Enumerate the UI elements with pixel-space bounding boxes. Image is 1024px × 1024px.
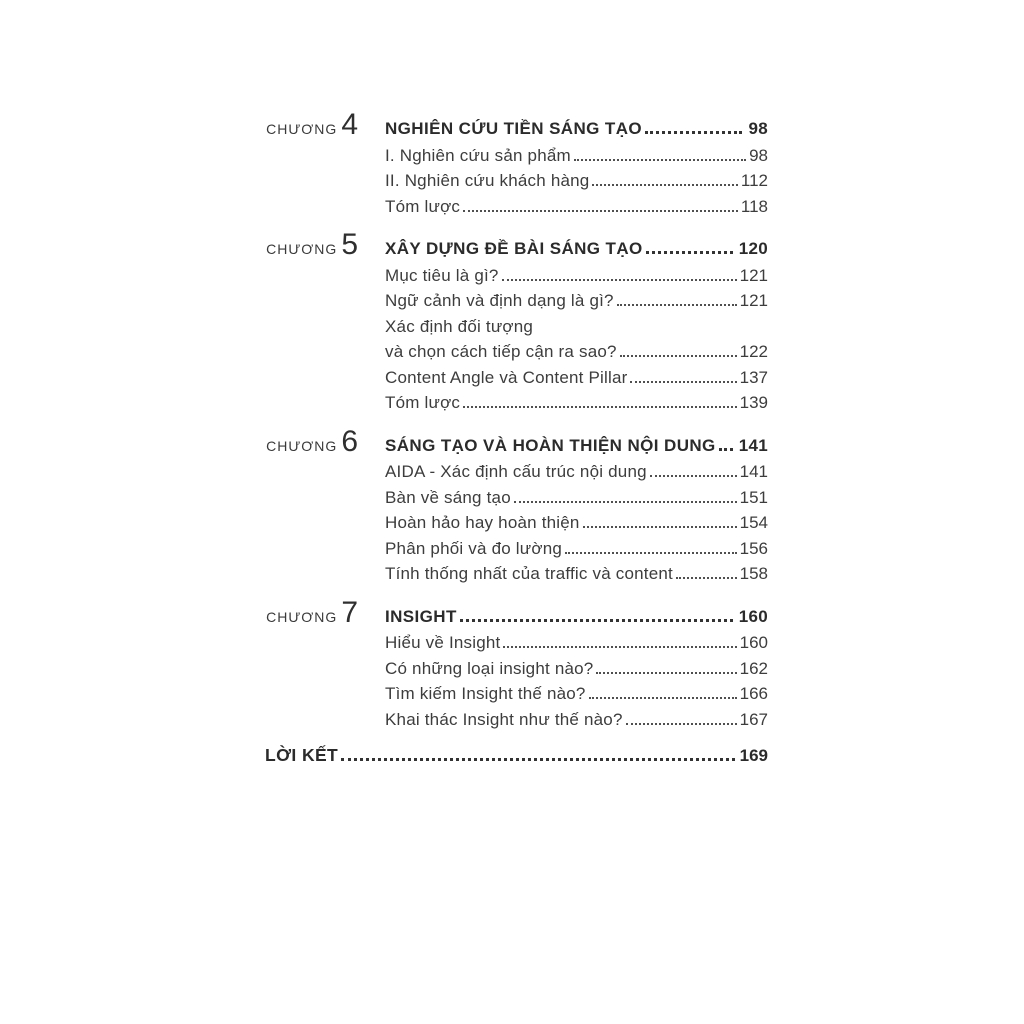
toc-entry-row	[265, 561, 768, 587]
toc-entry-page-number: 162	[739, 658, 768, 678]
toc-entry-row	[265, 314, 768, 340]
toc-entry	[385, 707, 768, 733]
toc-entry-title: II. Nghiên cứu khách hàng	[385, 171, 590, 190]
chapter-title: NGHIÊN CỨU TIỀN SÁNG TẠO	[385, 119, 642, 138]
toc-entry-row	[265, 681, 768, 707]
closing-title: LỜI KẾT	[265, 745, 339, 765]
toc-entry-title: Mục tiêu là gì?	[385, 265, 499, 285]
chapter-heading-row	[265, 424, 768, 460]
chapter-title: SÁNG TẠO VÀ HOÀN THIỆN NỘI DUNG	[385, 435, 716, 455]
chapter-label-word: CHƯƠNG	[266, 121, 338, 137]
toc-chapter	[265, 424, 768, 587]
dot-leader	[620, 355, 737, 357]
toc-entry-title: Tính thống nhất của traffic và content	[385, 564, 673, 583]
toc-entry-row	[265, 485, 768, 511]
toc-entry-page-number: 118	[740, 196, 768, 216]
chapter-number: 6	[341, 424, 358, 458]
dot-leader	[592, 184, 737, 186]
dot-leader	[574, 159, 746, 161]
toc-entry-title: và chọn cách tiếp cận ra sao?	[385, 342, 617, 361]
chapter-title: XÂY DỰNG ĐỀ BÀI SÁNG TẠO	[385, 239, 643, 258]
toc-entry-page-number: 121	[739, 291, 768, 310]
dot-leader	[626, 723, 737, 725]
toc-entry	[385, 194, 768, 220]
chapter-title: INSIGHT	[385, 606, 457, 626]
closing-row	[265, 743, 768, 769]
chapter-page-number: 98	[748, 119, 768, 138]
toc-entry-row	[265, 459, 768, 485]
toc-entry-title: I. Nghiên cứu sản phẩm	[385, 145, 571, 165]
chapter-title-row	[385, 433, 768, 459]
toc-entry-row	[265, 194, 768, 220]
chapter-heading-row	[265, 230, 768, 263]
dot-leader	[514, 501, 737, 503]
toc-entry-page-number: 98	[749, 145, 768, 165]
toc-entry-row	[265, 339, 768, 365]
toc-entry-title: Xác định đối tượng	[385, 316, 534, 336]
toc-entry	[385, 314, 768, 340]
table-of-contents	[265, 110, 768, 769]
chapter-label	[265, 110, 385, 143]
dot-leader	[646, 251, 733, 254]
dot-leader	[650, 475, 737, 477]
toc-entry-page-number: 141	[739, 462, 768, 481]
toc-entry-title: Hiểu về Insight	[385, 633, 501, 652]
dot-leader	[502, 279, 737, 281]
toc-entry-title: Có những loại insight nào?	[385, 658, 594, 678]
chapter-heading-row	[265, 110, 768, 143]
toc-entry-title: Phân phối và đo lường	[385, 538, 563, 558]
dot-leader	[503, 646, 736, 648]
toc-entry	[385, 630, 768, 656]
chapter-page-number: 141	[738, 435, 768, 455]
chapter-number: 4	[341, 108, 358, 141]
toc-entry-title: Bàn về sáng tạo	[385, 487, 511, 507]
dot-leader	[719, 448, 733, 451]
chapter-page-number: 160	[738, 606, 768, 626]
chapter-title-row	[385, 604, 768, 630]
toc-entry-row	[265, 288, 768, 314]
chapter-title-row	[385, 116, 768, 142]
dot-leader	[565, 552, 737, 554]
toc-entry	[385, 485, 768, 511]
toc-entry-row	[265, 168, 768, 194]
dot-leader	[676, 577, 737, 579]
toc-chapter	[265, 110, 768, 219]
toc-entry-page-number: 151	[739, 487, 768, 507]
chapter-title-row	[385, 236, 768, 262]
toc-entry-title: Hoàn hảo hay hoàn thiện	[385, 513, 580, 532]
toc-chapter	[265, 230, 768, 416]
toc-entry-page-number: 166	[739, 684, 768, 703]
chapter-label	[265, 230, 385, 263]
toc-entry-page-number: 160	[739, 633, 768, 652]
dot-leader	[630, 381, 736, 383]
toc-entry-row	[265, 390, 768, 416]
toc-entry-title: Tìm kiếm Insight thế nào?	[385, 684, 586, 703]
toc-entry-page-number: 158	[739, 564, 768, 583]
dot-leader	[589, 697, 737, 699]
toc-entry-title: Tóm lược	[385, 393, 461, 412]
toc-entry-title: Ngữ cảnh và định dạng là gì?	[385, 291, 614, 310]
toc-entry-row	[265, 630, 768, 656]
dot-leader	[460, 619, 733, 622]
toc-entry-page-number: 139	[739, 393, 768, 412]
toc-entry	[385, 536, 768, 562]
toc-entry	[385, 263, 768, 289]
toc-entry-row	[265, 365, 768, 391]
toc-entry	[385, 510, 768, 536]
dot-leader	[583, 526, 737, 528]
toc-entry-page-number: 112	[740, 171, 768, 190]
chapter-label-word: CHƯƠNG	[266, 437, 338, 454]
dot-leader	[645, 131, 742, 134]
toc-entry	[385, 288, 768, 314]
chapter-label-word: CHƯƠNG	[266, 608, 338, 625]
toc-entry-page-number: 167	[739, 709, 768, 729]
chapter-label	[265, 424, 385, 460]
dot-leader	[463, 406, 736, 408]
toc-entry	[385, 681, 768, 707]
toc-entry-title: Tóm lược	[385, 196, 461, 216]
dot-leader	[341, 758, 734, 761]
closing-page-number: 169	[739, 746, 768, 765]
dot-leader	[617, 304, 737, 306]
toc-entry	[385, 143, 768, 169]
toc-entry-page-number: 137	[739, 367, 768, 387]
toc-entry-page-number: 122	[739, 342, 768, 361]
toc-entry	[385, 561, 768, 587]
toc-entry-title: Khai thác Insight như thế nào?	[385, 709, 623, 729]
chapter-number: 7	[341, 595, 358, 629]
chapter-number: 5	[341, 228, 358, 261]
dot-leader	[463, 210, 738, 212]
toc-entry-row	[265, 263, 768, 289]
toc-entry	[385, 365, 768, 391]
chapter-label	[265, 595, 385, 631]
toc-entry	[385, 390, 768, 416]
chapter-page-number: 120	[738, 239, 768, 258]
chapter-heading-row	[265, 595, 768, 631]
toc-entry-row	[265, 536, 768, 562]
dot-leader	[596, 672, 736, 674]
toc-entry	[385, 459, 768, 485]
toc-entry-row	[265, 510, 768, 536]
toc-entry	[385, 656, 768, 682]
toc-entry-title: Content Angle và Content Pillar	[385, 367, 628, 387]
toc-entry-row	[265, 656, 768, 682]
toc-entry-page-number: 156	[739, 538, 768, 558]
toc-entry	[385, 339, 768, 365]
chapter-label-word: CHƯƠNG	[266, 241, 338, 257]
toc-entry-row	[265, 143, 768, 169]
toc-entry	[385, 168, 768, 194]
toc-entry-page-number: 121	[739, 265, 768, 285]
toc-entry-row	[265, 707, 768, 733]
toc-chapter	[265, 595, 768, 733]
toc-entry-title: AIDA - Xác định cấu trúc nội dung	[385, 462, 647, 481]
toc-entry-page-number: 154	[739, 513, 768, 532]
